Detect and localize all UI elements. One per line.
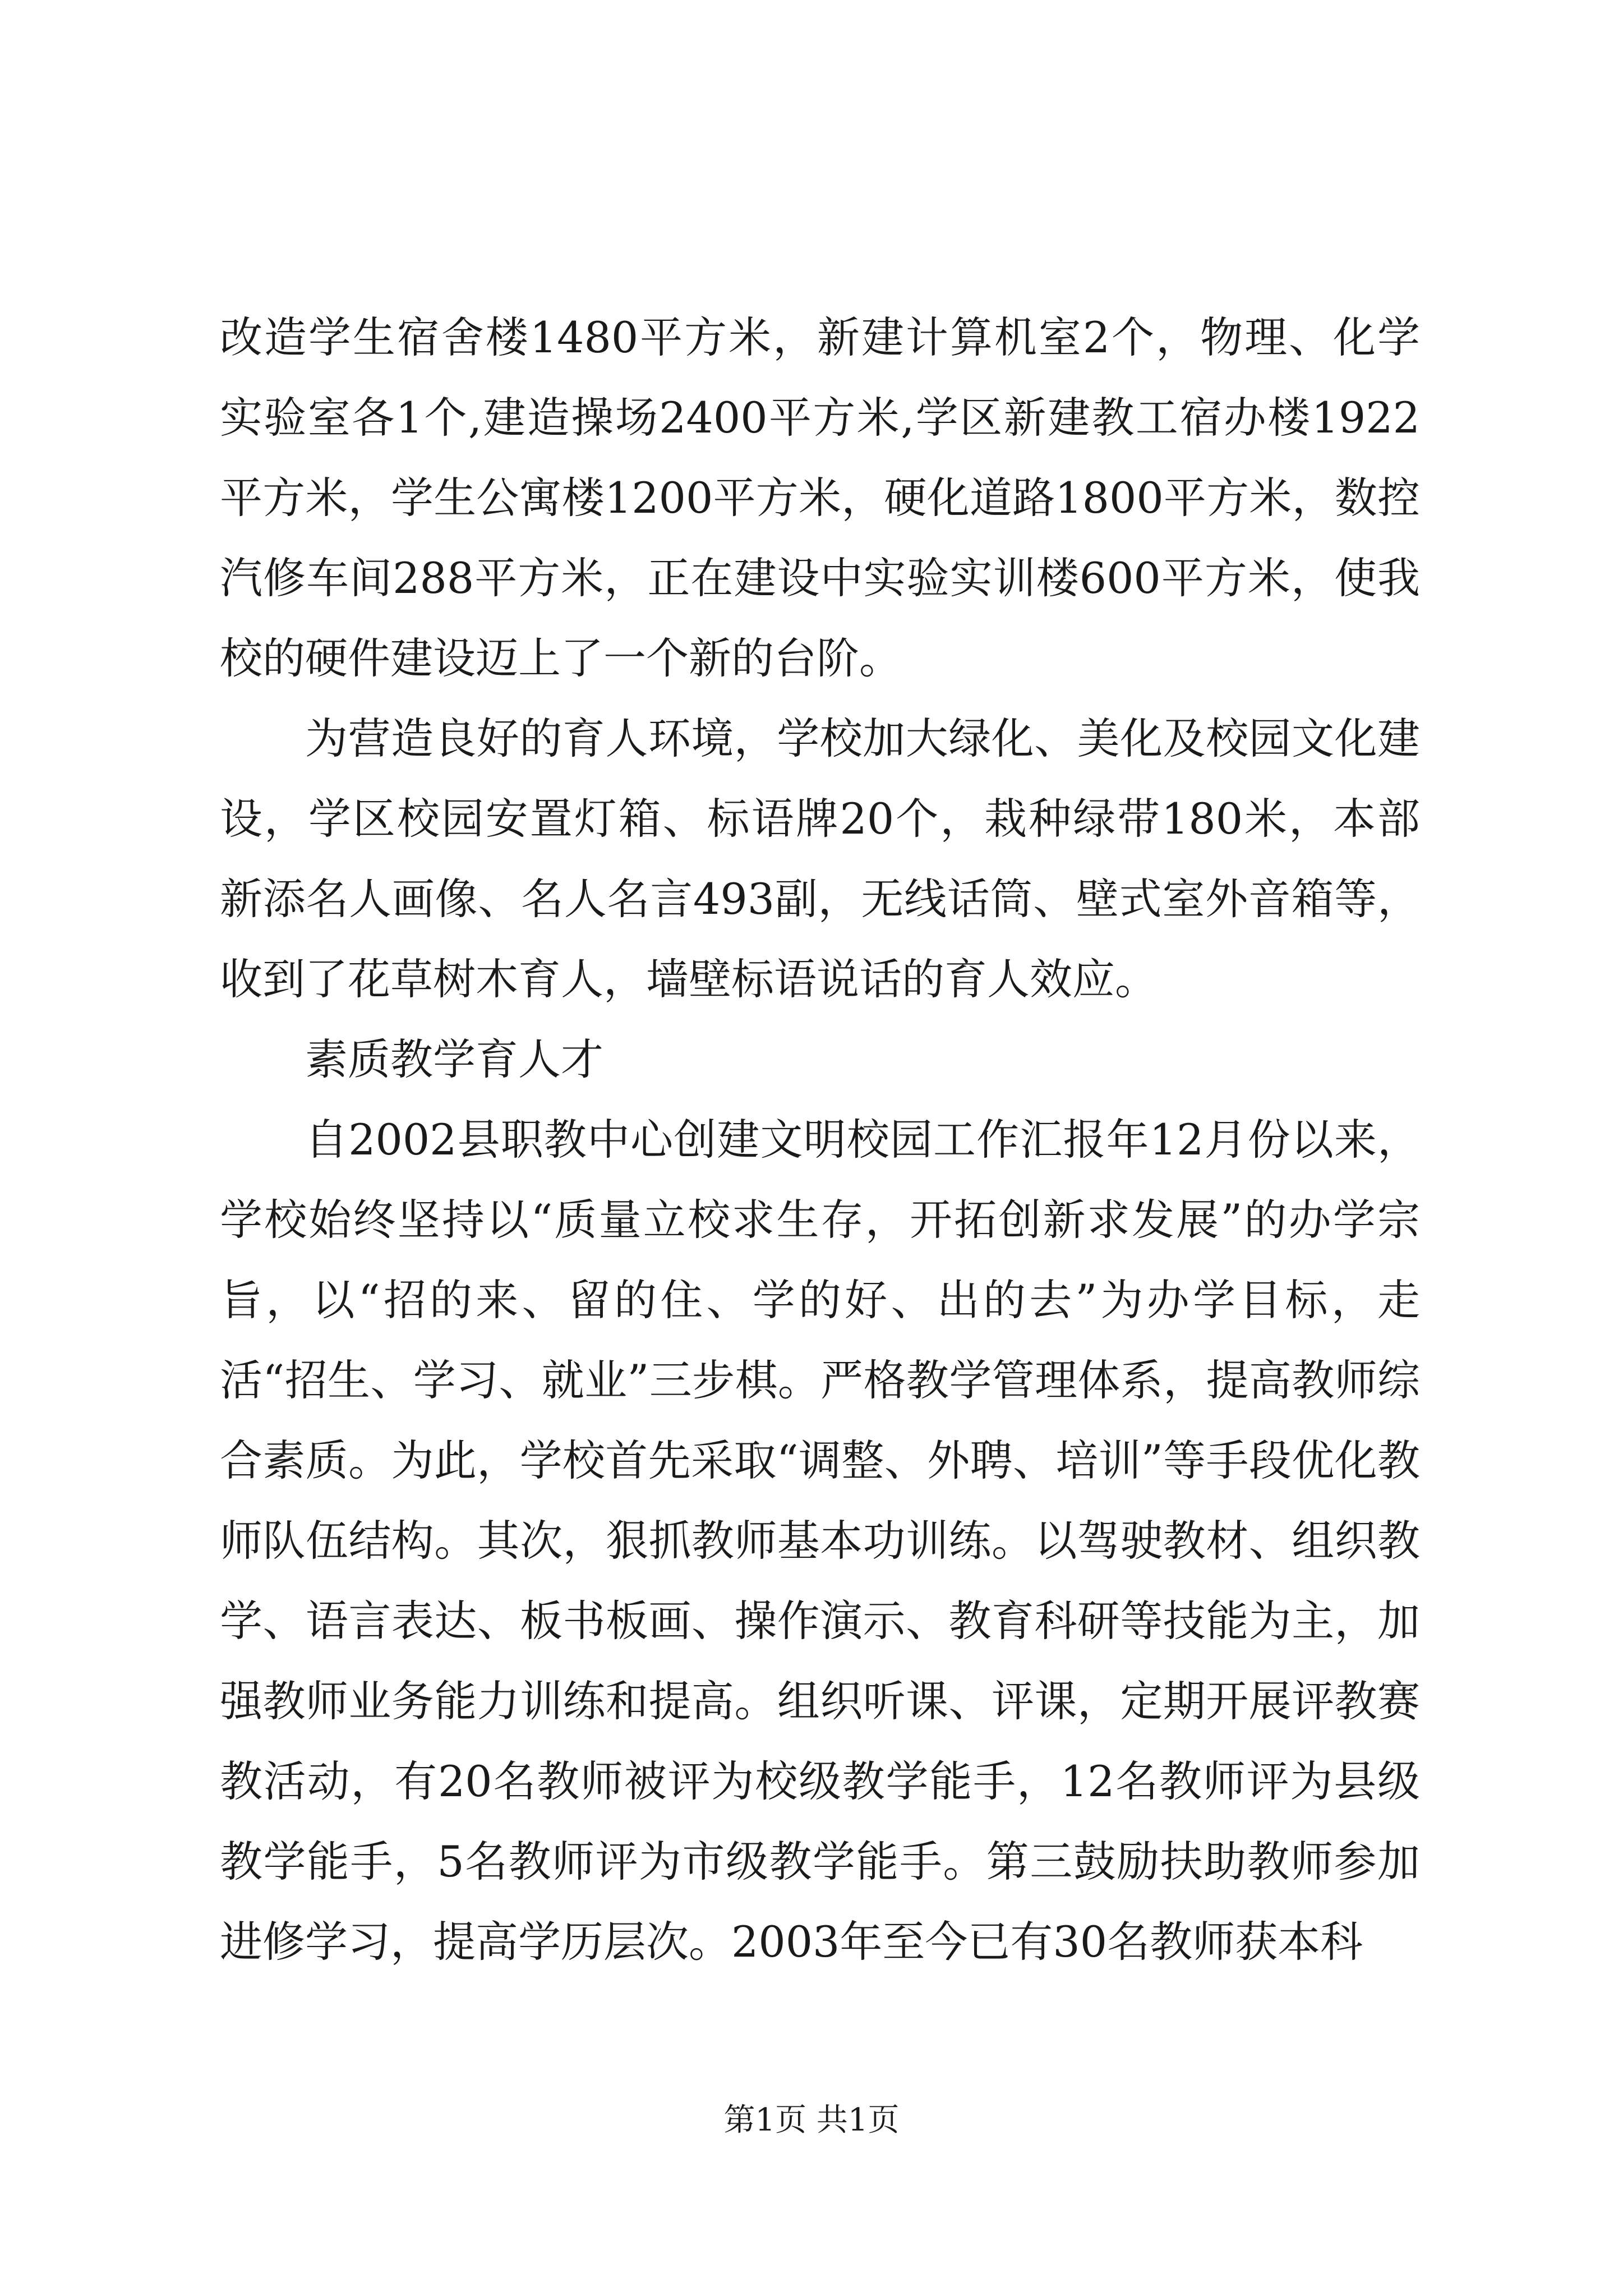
section-heading: 素质教学育人才 xyxy=(305,1034,603,1084)
paragraph-teaching-quality: 自2002县职教中心创建文明校园工作汇报年12月份以来，学校始终坚持以“质量立校求生存，开拓创新求发展”的办学宗旨，以“招的来、留的住、学的好、出的去”为办学目标，走活“招生、学习、就业”三步棋。严格教学管理体系，提高教师综合素质。为此，学校首先采取“调整、外聘、培训”等手段优化教师队伍结构。其次，狠抓教师基本功训练。以驾驶教材、组织教学、语言表达、板书板画、操作演示、教育科研等技能为主，加强教师业务能力训练和提高。组织听课、评课，定期开展评教赛教活动，有20名教师被评为校级教学能手，12名教师评为县级教学能手，5名教师评为市级教学能手。第三鼓励扶助教师参加进修学习，提高学历层次。2003年至今已有30名教师获本科 xyxy=(220,1115,1420,1967)
page-number-footer: 第1页 共1页 xyxy=(723,2102,900,2138)
paragraph-building-construction: 改造学生宿舍楼1480平方米，新建计算机室2个，物理、化学实验室各1个,建造操场2400平方米,学区新建教工宿办楼1922平方米，学生公寓楼1200平方米，硬化道路1800平方米，数控汽修车间288平方米，正在建设中实验实训楼600平方米，使我校的硬件建设迈上了一个新的台阶。 xyxy=(220,312,1420,683)
document-body xyxy=(220,297,1420,1982)
paragraph-campus-environment: 为营造良好的育人环境，学校加大绿化、美化及校园文化建设，学区校园安置灯箱、标语牌20个，栽种绿带180米，本部新添名人画像、名人名言493副，无线话筒、壁式室外音箱等，收到了花草树木育人，墙壁标语说话的育人效应。 xyxy=(220,714,1420,1004)
